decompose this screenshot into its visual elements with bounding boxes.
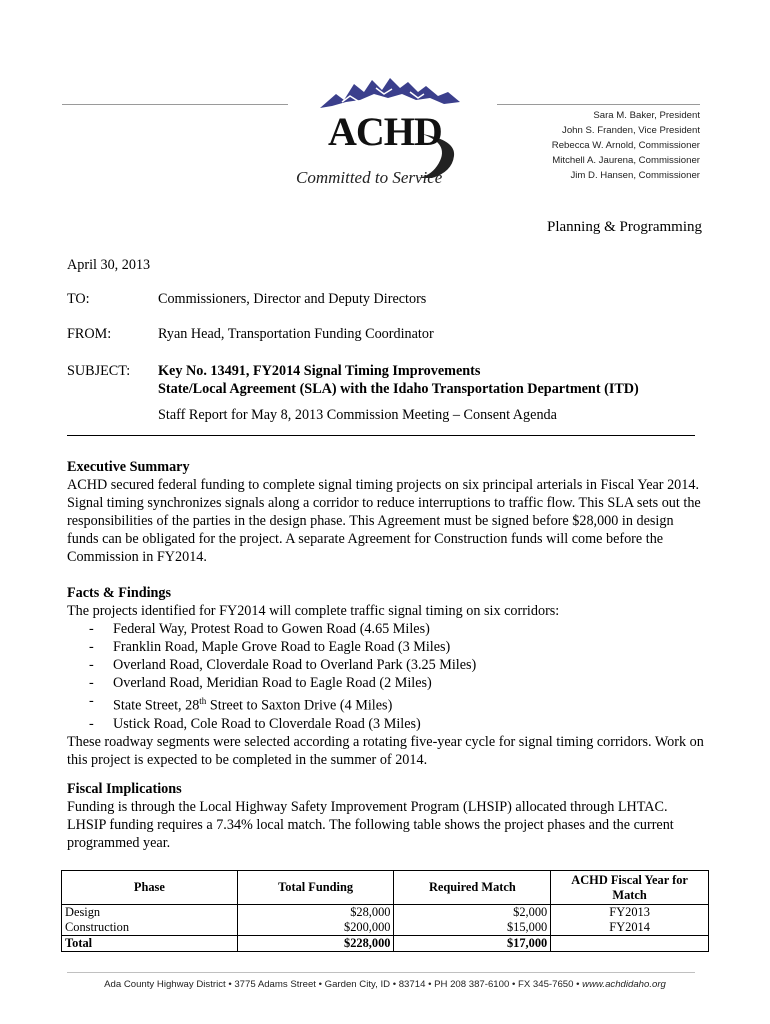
list-item: - Overland Road, Cloverdale Road to Overland Park (3.25 Miles) (67, 656, 707, 674)
subject-line-2: State/Local Agreement (SLA) with the Idaho Transportation Department (ITD) (158, 381, 639, 397)
to-value: Commissioners, Director and Deputy Directors (158, 291, 427, 307)
funding-table (61, 870, 709, 952)
memo-date: April 30, 2013 (67, 257, 151, 273)
section-intro: The projects identified for FY2014 will complete traffic signal timing on six corridors: (67, 603, 560, 619)
section-text: ACHD secured federal funding to complete signal timing projects on six principal arterials in Fiscal Year 2014. Signal timing synchronizes signals along a corridor to reduce interruptions to traffic flow. This SLA sets out the responsibilities of the parties in the design phase. This Agreement must be signed before $28,000 in design funds can be obligated for the project. A separate Agreement for Construction funds will come before the Commission in FY2014. (67, 477, 701, 565)
fiscal-implications (67, 780, 707, 852)
list-item: - State Street, 28th Street to Saxton Drive (4 Miles) (67, 692, 707, 715)
subject-divider (67, 435, 695, 436)
header-rule-left (62, 104, 288, 105)
officer-name: Sara M. Baker, President (593, 110, 700, 121)
table-row: Design $28,000 $2,000 FY2013 (62, 905, 709, 921)
department-name: Planning & Programming (547, 219, 702, 235)
footer-address: Ada County Highway District • 3775 Adams Street • Garden City, ID • 83714 • PH 208 387-6100 • FX 345-7650 • www.achdidaho.org (104, 979, 666, 990)
from-value: Ryan Head, Transportation Funding Coordinator (158, 326, 434, 342)
corridor-list (67, 620, 707, 733)
website-link[interactable]: www.achdidaho.org (582, 979, 666, 990)
subject-label: SUBJECT: (67, 363, 131, 379)
table-header: Required Match (394, 871, 551, 905)
section-outro: These roadway segments were selected according a rotating five-year cycle for signal timing corridors. Work on this project is expected to be completed in the summer of 2014. (67, 733, 704, 768)
list-item: - Federal Way, Protest Road to Gowen Road (4.65 Miles) (67, 620, 707, 638)
officer-name: John S. Franden, Vice President (562, 125, 700, 136)
section-heading: Facts & Findings (67, 585, 172, 601)
to-label: TO: (67, 291, 90, 307)
memo-from (67, 326, 434, 343)
officers-list (552, 108, 700, 183)
officer-name: Rebecca W. Arnold, Commissioner (551, 140, 700, 151)
logo-text: ACHD (328, 109, 442, 154)
table-header: ACHD Fiscal Year for Match (551, 871, 709, 905)
section-heading: Executive Summary (67, 459, 190, 475)
achd-logo (292, 74, 492, 192)
section-heading: Fiscal Implications (67, 781, 182, 797)
subject-line-1: Key No. 13491, FY2014 Signal Timing Improvements (158, 363, 481, 379)
memo-subject (67, 362, 639, 424)
facts-findings (67, 584, 707, 769)
header-rule-right (497, 104, 700, 105)
table-header: Total Funding (237, 871, 394, 905)
list-item: - Overland Road, Meridian Road to Eagle Road (2 Miles) (67, 674, 707, 692)
officer-name: Mitchell A. Jaurena, Commissioner (552, 155, 700, 166)
table-total-row: Total $228,000 $17,000 (62, 936, 709, 952)
memo-to (67, 291, 426, 308)
list-item: - Franklin Road, Maple Grove Road to Eagle Road (3 Miles) (67, 638, 707, 656)
section-text: Funding is through the Local Highway Safety Improvement Program (LHSIP) allocated through LHTAC. LHSIP funding requires a 7.34% local match. The following table shows the project phases and the current programmed year. (67, 799, 674, 851)
officer-name: Jim D. Hansen, Commissioner (570, 170, 700, 181)
list-item: - Ustick Road, Cole Road to Cloverdale Road (3 Miles) (67, 715, 707, 733)
subject-line-3: Staff Report for May 8, 2013 Commission Meeting – Consent Agenda (158, 407, 557, 423)
table-row: Construction $200,000 $15,000 FY2014 (62, 920, 709, 936)
executive-summary (67, 458, 707, 566)
table-header: Phase (62, 871, 238, 905)
from-label: FROM: (67, 326, 112, 342)
logo-tagline: Committed to Service (296, 168, 443, 187)
footer-rule (67, 972, 695, 973)
